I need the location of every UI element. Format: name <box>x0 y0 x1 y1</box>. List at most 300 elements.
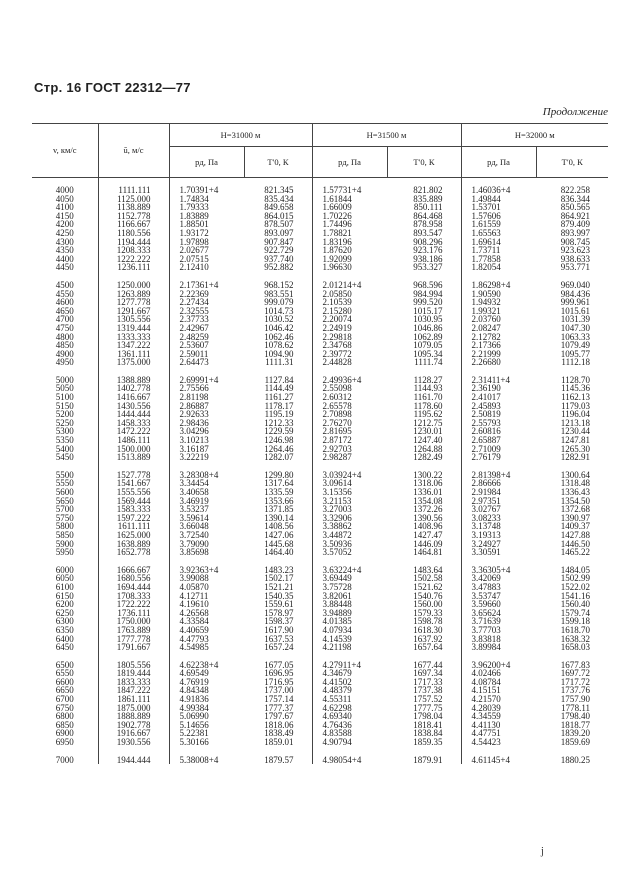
row-p: 3.36305+4 <box>461 557 536 575</box>
row-v: 4450 <box>55 262 74 273</box>
row-v: 5450 <box>55 452 74 463</box>
row-v: 5250 <box>55 417 74 428</box>
row-t: 1541.16 <box>560 590 590 601</box>
row-u: 1138.889 <box>98 203 169 212</box>
row-p: 3.19313 <box>461 531 536 540</box>
row-p: 1.57606 <box>461 212 536 221</box>
row-p: 4.54423 <box>461 738 536 747</box>
row-v: 6800 <box>55 711 74 722</box>
row-p: 3.72540 <box>169 531 244 540</box>
row-t: 953.771 <box>560 262 590 273</box>
row-p: 2.81398+4 <box>461 462 536 480</box>
row-p: 4.02466 <box>461 669 536 678</box>
row-v: 6850 <box>55 719 74 730</box>
row-t: 968.596 <box>413 279 443 290</box>
row-t: 1637.92 <box>413 633 443 644</box>
row-p: 3.75728 <box>312 583 387 592</box>
header-p: pд, Па <box>461 147 536 178</box>
row-p: 3.66048 <box>169 522 244 531</box>
header-u: ū, м/с <box>98 124 169 178</box>
row-t: 821.345 <box>264 185 294 195</box>
row-p: 2.34768 <box>312 341 387 350</box>
row-t: 937.740 <box>264 253 294 264</box>
row-t: 1777.37 <box>264 702 294 713</box>
row-t: 1559.61 <box>264 599 294 610</box>
row-t: 1658.03 <box>560 642 590 653</box>
row-v: 4000 <box>55 185 74 195</box>
row-t: 1409.37 <box>560 521 590 532</box>
row-p: 4.90794 <box>312 738 387 747</box>
row-t: 850.565 <box>560 202 590 213</box>
row-t: 1677.05 <box>264 659 294 670</box>
row-u: 1625.000 <box>98 531 169 540</box>
row-t: 1162.13 <box>561 392 590 403</box>
row-t: 1560.00 <box>413 599 443 610</box>
row-t: 1637.53 <box>264 633 294 644</box>
row-p: 2.86666 <box>461 479 536 488</box>
row-u: 1736.111 <box>98 609 169 618</box>
row-t: 1797.67 <box>264 711 294 722</box>
row-p: 2.53607 <box>169 341 244 350</box>
row-p: 4.34679 <box>312 669 387 678</box>
row-v: 5050 <box>55 383 74 394</box>
row-v: 4050 <box>55 193 74 204</box>
row-v: 4250 <box>55 227 74 238</box>
row-p: 2.91984 <box>461 488 536 497</box>
row-u: 1305.556 <box>98 315 169 324</box>
row-t: 1818.06 <box>264 719 294 730</box>
row-p: 1.83196 <box>312 238 387 247</box>
row-t: 1264.46 <box>264 443 294 454</box>
row-p: 2.55793 <box>461 419 536 428</box>
row-u: 1375.000 <box>98 358 169 367</box>
row-v: 6600 <box>55 676 74 687</box>
row-v: 6050 <box>55 573 74 584</box>
row-t: 1282.49 <box>413 452 443 463</box>
row-u: 1777.778 <box>98 635 169 644</box>
row-t: 999.520 <box>413 297 443 308</box>
row-t: 1213.18 <box>560 417 590 428</box>
row-p: 4.26568 <box>169 609 244 618</box>
row-t: 879.409 <box>560 219 590 230</box>
row-p: 5.14656 <box>169 721 244 730</box>
row-v: 4500 <box>55 279 74 290</box>
row-t: 1111.31 <box>265 357 294 368</box>
row-p: 3.99088 <box>169 574 244 583</box>
row-u: 1361.111 <box>98 350 169 359</box>
row-t: 1465.22 <box>560 547 590 558</box>
header-p: pд, Па <box>169 147 244 178</box>
row-p: 1.88501 <box>169 220 244 229</box>
row-u: 1694.444 <box>98 583 169 592</box>
row-p: 3.59614 <box>169 514 244 523</box>
row-p: 3.94889 <box>312 609 387 618</box>
row-p: 2.98287 <box>312 453 387 462</box>
row-v: 6100 <box>55 581 74 592</box>
row-t: 1062.89 <box>413 331 443 342</box>
row-t: 1144.93 <box>413 383 443 394</box>
row-t: 1229.59 <box>264 426 294 437</box>
header-group-2: H=31500 м <box>312 124 461 147</box>
row-t: 1195.19 <box>264 409 294 420</box>
row-t: 1598.37 <box>264 616 294 627</box>
row-p: 1.73711 <box>461 246 536 255</box>
row-t: 1879.91 <box>413 754 443 765</box>
row-v: 4850 <box>55 340 74 351</box>
row-t: 1446.09 <box>413 538 443 549</box>
row-t: 1247.81 <box>560 435 590 446</box>
row-t: 1079.49 <box>560 340 590 351</box>
row-p: 4.05870 <box>169 583 244 592</box>
row-v: 6250 <box>55 607 74 618</box>
row-p: 2.27434 <box>169 298 244 307</box>
row-t: 836.344 <box>560 193 590 204</box>
row-p: 2.29818 <box>312 333 387 342</box>
row-p: 3.10213 <box>169 436 244 445</box>
row-u: 1541.667 <box>98 479 169 488</box>
row-v: 6300 <box>55 616 74 627</box>
row-t: 908.745 <box>560 236 590 247</box>
row-u: 1194.444 <box>98 238 169 247</box>
row-p: 3.92363+4 <box>169 557 244 575</box>
row-t: 968.152 <box>264 279 294 290</box>
row-v: 6950 <box>55 737 74 748</box>
row-p: 3.24927 <box>461 540 536 549</box>
row-p: 1.96630 <box>312 263 387 272</box>
row-u: 1652.778 <box>98 548 169 557</box>
row-v: 5000 <box>55 374 74 385</box>
row-t: 1859.01 <box>264 737 294 748</box>
row-p: 2.48259 <box>169 333 244 342</box>
row-p: 3.04296 <box>169 427 244 436</box>
row-t: 1015.61 <box>560 305 590 316</box>
row-t: 984.436 <box>560 288 590 299</box>
row-p: 3.28308+4 <box>169 462 244 480</box>
row-t: 984.994 <box>413 288 443 299</box>
row-t: 938.633 <box>560 253 590 264</box>
row-t: 1484.05 <box>560 564 590 575</box>
row-p: 3.44872 <box>312 531 387 540</box>
row-t: 1880.25 <box>560 754 590 765</box>
row-p: 2.87172 <box>312 436 387 445</box>
row-p: 4.01385 <box>312 617 387 626</box>
row-u: 1708.333 <box>98 592 169 601</box>
row-t: 1112.18 <box>561 357 590 368</box>
row-t: 1336.01 <box>413 487 443 497</box>
row-v: 4350 <box>55 245 74 256</box>
row-t: 1483.23 <box>264 564 294 575</box>
row-p: 1.86298+4 <box>461 272 536 290</box>
row-p: 3.63224+4 <box>312 557 387 575</box>
row-t: 1318.48 <box>560 478 590 489</box>
row-u: 1902.778 <box>98 721 169 730</box>
row-t: 1300.64 <box>560 469 590 480</box>
row-t: 1372.68 <box>560 504 590 515</box>
row-t: 1031.39 <box>560 314 590 325</box>
row-u: 1819.444 <box>98 669 169 678</box>
row-u: 1291.667 <box>98 307 169 316</box>
row-p: 4.41502 <box>312 678 387 687</box>
row-p: 1.57731+4 <box>312 178 387 195</box>
row-t: 1737.00 <box>264 685 294 696</box>
row-u: 1916.667 <box>98 729 169 738</box>
row-t: 1464.81 <box>413 547 443 558</box>
row-u: 1791.667 <box>98 643 169 652</box>
row-t: 864.015 <box>264 210 294 221</box>
row-p: 3.03924+4 <box>312 462 387 480</box>
row-p: 3.79090 <box>169 540 244 549</box>
row-v: 6000 <box>55 564 74 575</box>
row-p: 3.08233 <box>461 514 536 523</box>
row-t: 1335.59 <box>264 487 294 497</box>
table-row <box>32 367 608 385</box>
table-row <box>32 358 608 367</box>
row-p: 2.15280 <box>312 307 387 316</box>
row-p: 3.32906 <box>312 514 387 523</box>
table-row <box>32 738 608 747</box>
row-t: 1390.97 <box>560 512 590 523</box>
row-t: 1757.14 <box>264 694 294 705</box>
row-p: 4.21198 <box>312 643 387 652</box>
row-t: 1540.76 <box>413 590 443 601</box>
row-p: 3.85698 <box>169 548 244 557</box>
row-u: 1152.778 <box>98 212 169 221</box>
row-p: 3.69449 <box>312 574 387 583</box>
row-t: 1354.08 <box>413 495 443 506</box>
row-t: 1717.33 <box>413 676 443 687</box>
row-p: 1.65563 <box>461 229 536 238</box>
row-u: 1888.889 <box>98 712 169 721</box>
row-t: 1063.33 <box>560 331 590 342</box>
table-row <box>32 557 608 575</box>
row-p: 2.81198 <box>169 393 244 402</box>
row-u: 1208.333 <box>98 246 169 255</box>
row-t: 1677.44 <box>413 659 443 670</box>
row-p: 4.47751 <box>461 729 536 738</box>
row-p: 2.01214+4 <box>312 272 387 290</box>
row-t: 878.507 <box>264 219 294 230</box>
row-p: 4.76919 <box>169 678 244 687</box>
row-t: 1859.69 <box>560 737 590 748</box>
row-t: 1145.36 <box>561 383 590 394</box>
row-p: 2.81695 <box>312 427 387 436</box>
table-row <box>32 548 608 557</box>
row-p: 5.30166 <box>169 738 244 747</box>
row-p: 3.83818 <box>461 635 536 644</box>
row-t: 969.040 <box>560 279 590 290</box>
row-t: 1371.85 <box>264 504 294 515</box>
row-t: 1778.11 <box>561 702 590 713</box>
row-t: 1094.90 <box>264 348 294 359</box>
row-t: 1737.38 <box>413 685 443 696</box>
row-t: 1078.62 <box>264 340 294 351</box>
row-p: 2.31411+4 <box>461 367 536 385</box>
row-v: 4300 <box>55 236 74 247</box>
row-t: 1697.72 <box>560 668 590 679</box>
table-body <box>32 178 608 765</box>
row-t: 1483.64 <box>413 564 443 575</box>
row-p: 2.05850 <box>312 290 387 299</box>
row-p: 3.16187 <box>169 445 244 454</box>
row-p: 2.39772 <box>312 350 387 359</box>
row-p: 2.50819 <box>461 410 536 419</box>
row-t: 1879.57 <box>264 754 294 765</box>
row-v: 6400 <box>55 633 74 644</box>
row-p: 1.49844 <box>461 195 536 204</box>
row-v: 4550 <box>55 288 74 299</box>
row-u: 1597.222 <box>98 514 169 523</box>
row-p: 2.21999 <box>461 350 536 359</box>
row-t: 1657.24 <box>264 642 294 653</box>
row-t: 1390.56 <box>413 512 443 523</box>
row-t: 1657.64 <box>413 642 443 653</box>
row-p: 3.21153 <box>312 497 387 506</box>
row-u: 1611.111 <box>98 522 169 531</box>
row-v: 5800 <box>55 521 74 532</box>
row-t: 1095.77 <box>560 348 590 359</box>
row-u: 1861.111 <box>98 695 169 704</box>
row-t: 821.802 <box>413 185 443 195</box>
row-p: 3.42069 <box>461 574 536 583</box>
row-t: 1818.41 <box>413 719 443 730</box>
row-p: 1.82054 <box>461 263 536 272</box>
row-t: 1522.02 <box>560 581 590 592</box>
row-p: 3.30591 <box>461 548 536 557</box>
row-t: 1300.22 <box>413 469 443 480</box>
row-u: 1319.444 <box>98 324 169 333</box>
row-v: 5700 <box>55 504 74 515</box>
row-v: 5150 <box>55 400 74 411</box>
row-v: 5500 <box>55 469 74 480</box>
row-t: 1178.60 <box>413 400 443 411</box>
header-group-3: H=32000 м <box>461 124 608 147</box>
row-p: 1.92099 <box>312 255 387 264</box>
row-p: 2.12410 <box>169 263 244 272</box>
row-p: 3.53747 <box>461 592 536 601</box>
row-t: 983.551 <box>264 288 294 299</box>
row-t: 1265.30 <box>560 443 590 454</box>
row-v: 4200 <box>55 219 74 230</box>
row-p: 1.78821 <box>312 229 387 238</box>
row-t: 1212.75 <box>413 417 443 428</box>
row-t: 1502.58 <box>413 573 443 584</box>
table-row <box>32 643 608 652</box>
row-p: 4.28039 <box>461 704 536 713</box>
row-p: 2.17361+4 <box>169 272 244 290</box>
row-p: 3.71639 <box>461 617 536 626</box>
row-p: 2.41017 <box>461 393 536 402</box>
row-t: 1618.70 <box>560 624 590 635</box>
row-p: 2.17366 <box>461 341 536 350</box>
row-t: 1230.01 <box>413 426 443 437</box>
row-p: 1.69614 <box>461 238 536 247</box>
row-t: 1427.88 <box>560 529 590 540</box>
row-v: 4150 <box>55 210 74 221</box>
row-v: 4650 <box>55 305 74 316</box>
row-p: 1.61559 <box>461 220 536 229</box>
row-t: 1838.84 <box>413 728 443 739</box>
row-p: 3.53237 <box>169 505 244 514</box>
row-p: 4.62298 <box>312 704 387 713</box>
row-v: 5600 <box>55 487 74 497</box>
row-t: 907.847 <box>264 236 294 247</box>
row-p: 2.59011 <box>169 350 244 359</box>
row-t: 953.327 <box>413 262 443 273</box>
row-p: 1.83889 <box>169 212 244 221</box>
row-t: 1196.04 <box>561 409 590 420</box>
row-v: 6550 <box>55 668 74 679</box>
row-u: 1833.333 <box>98 678 169 687</box>
row-t: 1818.77 <box>560 719 590 730</box>
row-p: 2.92703 <box>312 445 387 454</box>
row-p: 2.97351 <box>461 497 536 506</box>
row-v: 6750 <box>55 702 74 713</box>
row-t: 1579.33 <box>413 607 443 618</box>
row-v: 5300 <box>55 426 74 437</box>
row-u: 1750.000 <box>98 617 169 626</box>
row-t: 1144.49 <box>264 383 294 394</box>
header-t: T′0, К <box>244 147 312 178</box>
row-t: 1179.03 <box>561 400 590 411</box>
row-t: 1372.26 <box>413 504 443 515</box>
row-p: 3.34454 <box>169 479 244 488</box>
table-row <box>32 263 608 272</box>
row-u: 1250.000 <box>98 272 169 290</box>
row-p: 4.12711 <box>169 592 244 601</box>
row-p: 2.60816 <box>461 427 536 436</box>
table-row <box>32 272 608 290</box>
row-p: 3.82061 <box>312 592 387 601</box>
row-p: 4.08784 <box>461 678 536 687</box>
row-p: 2.60312 <box>312 393 387 402</box>
row-p: 2.36190 <box>461 384 536 393</box>
row-v: 4900 <box>55 348 74 359</box>
row-t: 1638.32 <box>560 633 590 644</box>
row-p: 1.90590 <box>461 290 536 299</box>
row-t: 1408.56 <box>264 521 294 532</box>
row-p: 1.70391+4 <box>169 178 244 195</box>
row-u: 1263.889 <box>98 290 169 299</box>
row-t: 938.186 <box>413 253 443 264</box>
row-t: 1030.52 <box>264 314 294 325</box>
page-header: Стр. 16 ГОСТ 22312—77 <box>34 80 191 95</box>
row-t: 1246.98 <box>264 435 294 446</box>
row-p: 3.47883 <box>461 583 536 592</box>
row-t: 1598.78 <box>413 616 443 627</box>
row-v: 5950 <box>55 547 74 558</box>
row-p: 2.75566 <box>169 384 244 393</box>
row-u: 1111.111 <box>98 178 169 195</box>
row-p: 2.02677 <box>169 246 244 255</box>
table-row <box>32 178 608 195</box>
row-v: 4400 <box>55 253 74 264</box>
row-p: 3.38862 <box>312 522 387 531</box>
row-p: 1.70226 <box>312 212 387 221</box>
row-p: 4.91836 <box>169 695 244 704</box>
row-u: 1875.000 <box>98 704 169 713</box>
row-u: 1430.556 <box>98 402 169 411</box>
row-u: 1277.778 <box>98 298 169 307</box>
row-t: 1427.47 <box>413 529 443 540</box>
row-p: 2.65578 <box>312 402 387 411</box>
row-u: 1388.889 <box>98 367 169 385</box>
row-u: 1444.444 <box>98 410 169 419</box>
row-p: 2.37733 <box>169 315 244 324</box>
row-t: 922.729 <box>264 245 294 256</box>
row-p: 1.61844 <box>312 195 387 204</box>
row-t: 1446.50 <box>560 538 590 549</box>
row-v: 4800 <box>55 331 74 342</box>
